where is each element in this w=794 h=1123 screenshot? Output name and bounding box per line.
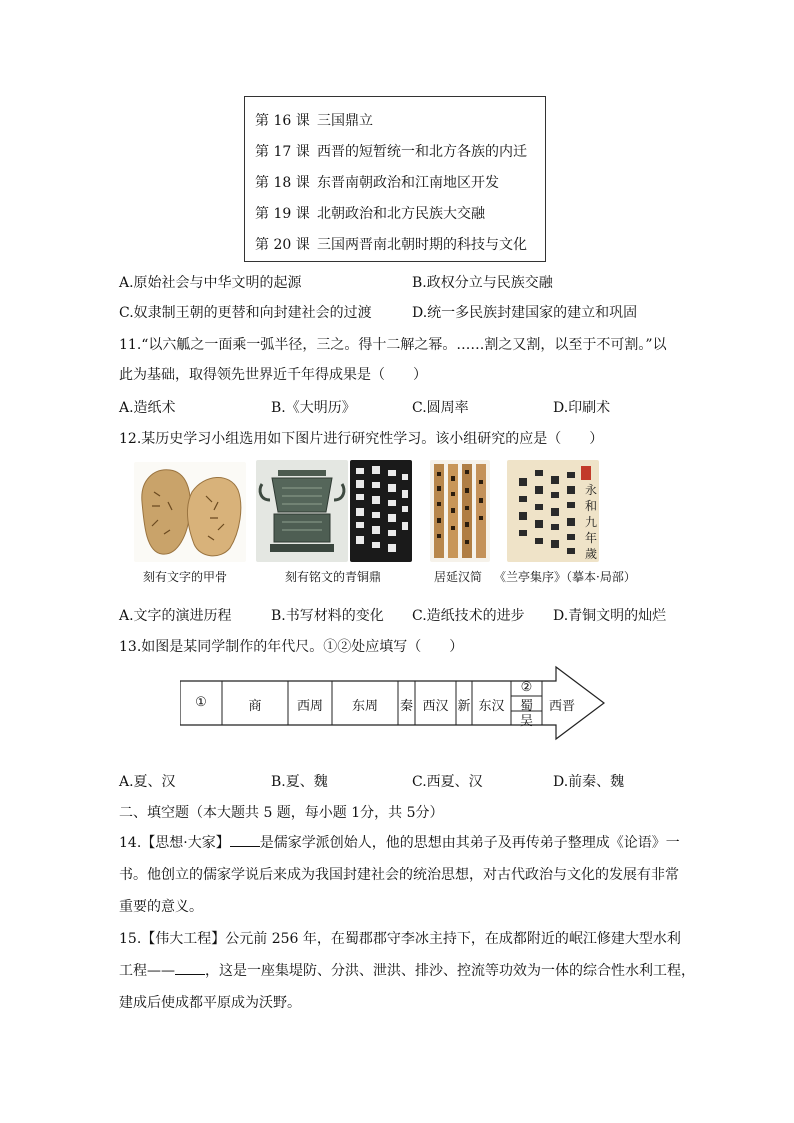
q15-answer-blank[interactable] — [175, 962, 205, 975]
q11-option-d: D.印刷术 — [553, 400, 611, 416]
timeline-cell-shang: 商 — [248, 699, 262, 714]
calligraphy-char: 歲 — [585, 547, 598, 561]
timeline-cell-2: ② — [520, 680, 533, 695]
bamboo-slips-image — [430, 460, 490, 562]
timeline-cell-wu: 吴 — [519, 714, 533, 729]
q15-line2: 工程—— ，这是一座集堤防、分洪、泄洪、排沙、控流等功效为一体的综合性水利工程， — [119, 963, 695, 979]
q11-option-b: B.《大明历》 — [271, 400, 356, 416]
q10-option-d: D.统一多民族封建国家的建立和巩固 — [412, 305, 638, 321]
q13-option-b: B.夏、魏 — [271, 774, 328, 790]
q10-option-c: C.奴隶制王朝的更替和向封建社会的过渡 — [119, 305, 372, 321]
calligraphy-char: 九 — [585, 515, 598, 529]
q10-option-a: A.原始社会与中华文明的起源 — [119, 275, 302, 291]
caption-oracle-bone: 刻有文字的甲骨 — [143, 570, 228, 584]
oracle-bone-image — [134, 462, 246, 562]
lesson-row: 第 20 课 三国两晋南北朝时期的科技与文化 — [255, 237, 527, 253]
timeline-ruler — [180, 665, 606, 743]
q15-line3: 建成后使成都平原成为沃野。 — [119, 995, 301, 1011]
timeline-cell-xin: 新 — [457, 699, 471, 714]
calligraphy-char: 永 — [585, 483, 598, 497]
q11-stem-line1: 11.“以六觚之一面乘一弧半径，三之。得十二解之幂。……割之又割，以至于不可割。”以 — [119, 337, 667, 353]
caption-lanting: 《兰亭集序》（摹本·局部） — [494, 570, 636, 584]
calligraphy-char: 年 — [585, 531, 598, 545]
q12-option-a: A.文字的演进历程 — [119, 608, 232, 624]
q14-line2: 书。他创立的儒家学说后来成为我国封建社会的统治思想，对古代政治与文化的发展有非常 — [119, 867, 679, 883]
inscription-rubbing-image — [350, 460, 412, 562]
caption-bronze: 刻有铭文的青铜鼎 — [285, 570, 382, 584]
q13-option-d: D.前秦、魏 — [553, 774, 625, 790]
timeline-cell-dongzhou: 东周 — [351, 699, 378, 714]
timeline-cell-1: ① — [195, 695, 207, 710]
q12-option-c: C.造纸技术的进步 — [412, 608, 525, 624]
q13-option-a: A.夏、汉 — [119, 774, 176, 790]
lesson-row: 第 19 课 北朝政治和北方民族大交融 — [255, 206, 485, 222]
timeline-cell-xijin: 西晋 — [548, 699, 575, 714]
timeline-cell-shu: 蜀 — [519, 699, 533, 714]
calligraphy-char: 和 — [585, 499, 598, 513]
q10-option-b: B.政权分立与民族交融 — [412, 275, 553, 291]
timeline-cell-qin: 秦 — [399, 699, 413, 714]
lesson-row: 第 17 课 西晋的短暂统一和北方各族的内迁 — [255, 144, 527, 160]
q14-answer-blank[interactable] — [230, 834, 260, 847]
q14-line3: 重要的意义。 — [119, 899, 203, 915]
q11-option-a: A.造纸术 — [119, 400, 176, 416]
lesson-row: 第 18 课 东晋南朝政治和江南地区开发 — [255, 175, 499, 191]
timeline-cell-donghan: 东汉 — [478, 699, 505, 714]
caption-bamboo: 居延汉简 — [434, 570, 483, 584]
q12-option-d: D.青铜文明的灿烂 — [553, 608, 667, 624]
q13-option-c: C.西夏、汉 — [412, 774, 483, 790]
q15-line1: 15.【伟大工程】公元前 256 年，在蜀郡郡守李冰主持下，在成都附近的岷江修建大型水利 — [119, 931, 681, 947]
q12-option-b: B.书写材料的变化 — [271, 608, 384, 624]
lesson-table — [244, 96, 546, 262]
lesson-row: 第 16 课 三国鼎立 — [255, 113, 373, 129]
q14-line1: 14.【思想·大家】 是儒家学派创始人，他的思想由其弟子及再传弟子整理成《论语》一 — [119, 835, 680, 851]
q12-stem: 12.某历史学习小组选用如下图片进行研究性学习。该小组研究的应是（ ） — [119, 431, 604, 447]
calligraphy-image — [507, 460, 599, 562]
timeline-cell-xihan: 西汉 — [422, 699, 449, 714]
q11-option-c: C.圆周率 — [412, 400, 469, 416]
timeline-cell-xizhou: 西周 — [296, 699, 323, 714]
q11-stem-line2: 此为基础，取得领先世界近千年得成果是（ ） — [119, 367, 427, 383]
bronze-vessel-image — [256, 460, 348, 562]
q13-stem: 13.如图是某同学制作的年代尺。①②处应填写（ ） — [119, 639, 464, 655]
section-2-heading: 二、填空题（本大题共 5 题，每小题 1分，共 5分） — [119, 805, 444, 821]
